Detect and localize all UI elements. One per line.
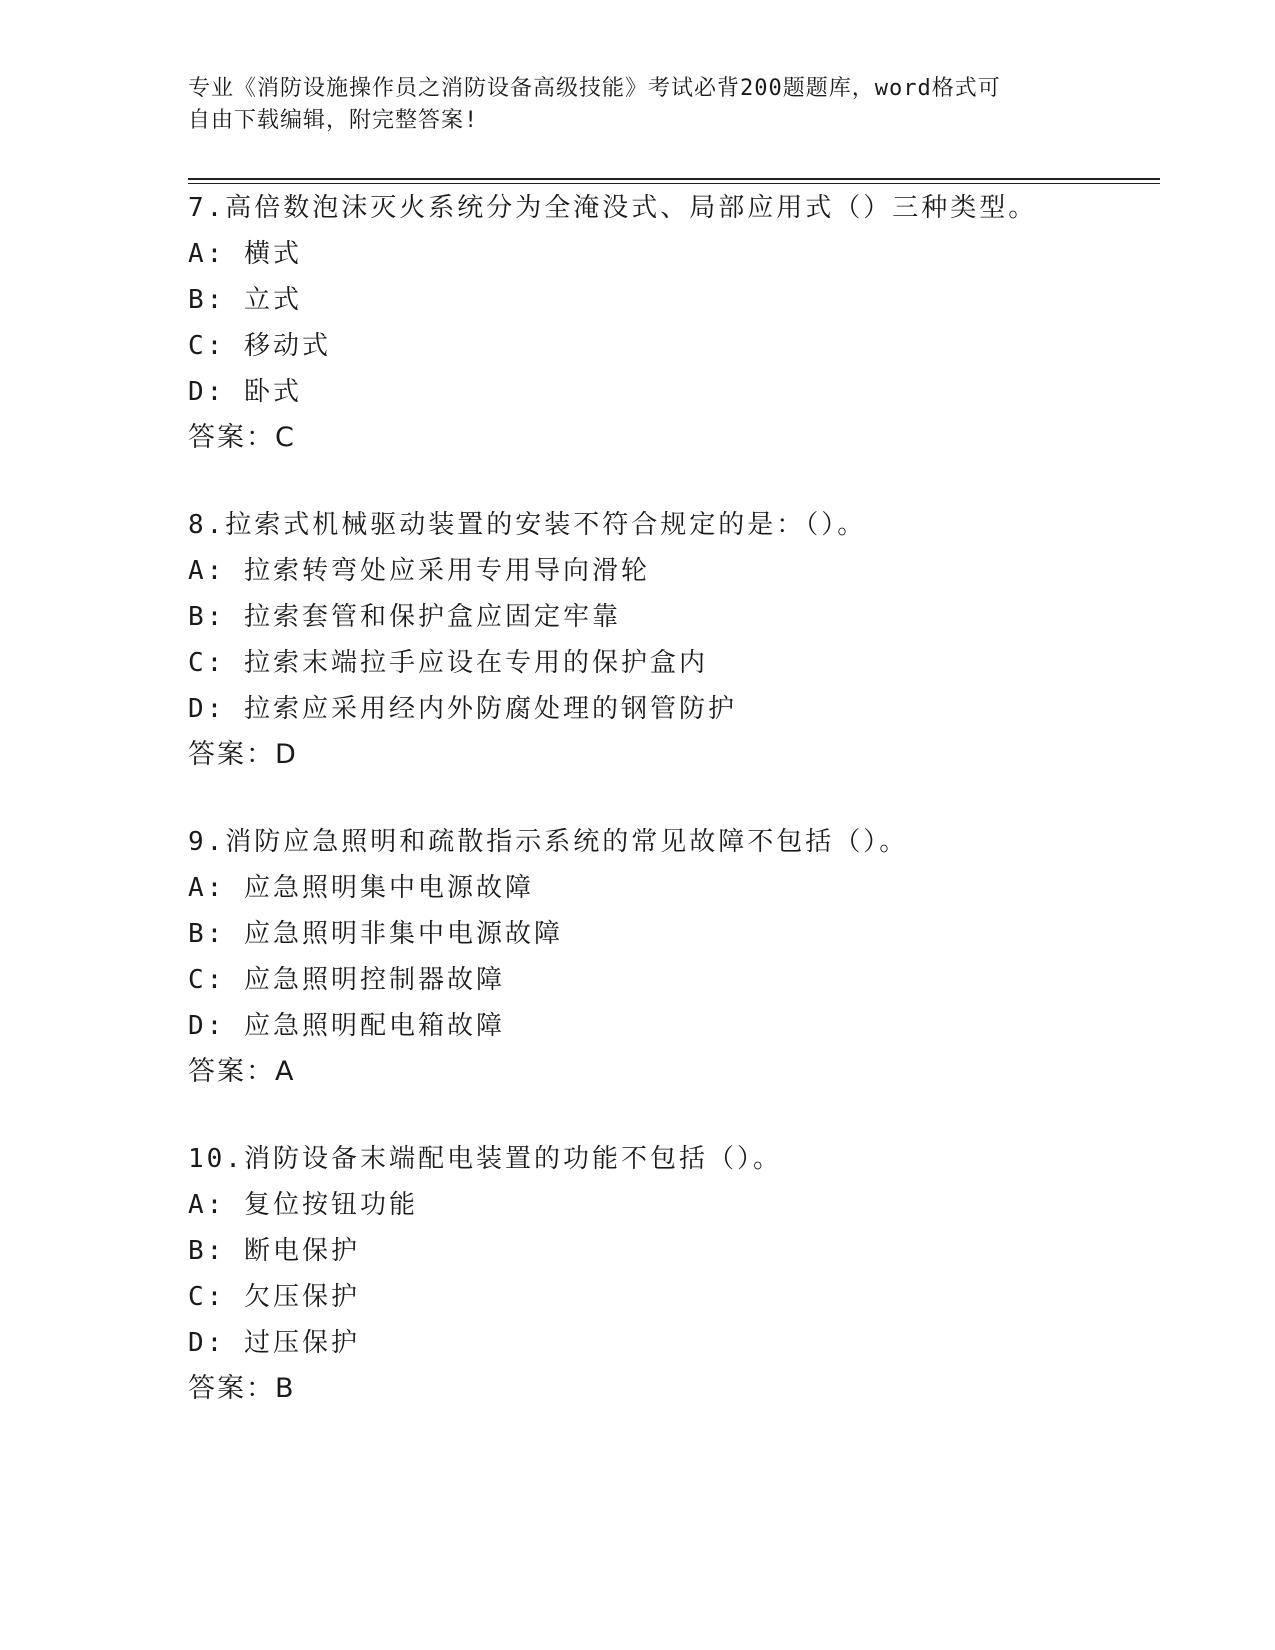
option-c: C: 欠压保护 [188,1282,360,1312]
option-a: A: 拉索转弯处应采用专用导向滑轮 [188,556,650,586]
option-d: D: 卧式 [188,377,302,407]
document-header [188,73,1088,137]
option-d: D: 过压保护 [188,1328,360,1358]
option-a: A: 横式 [188,239,302,269]
option-b: B: 断电保护 [188,1236,360,1266]
question-8 [188,509,1168,785]
header-divider-thin [188,183,1160,184]
option-a: A: 应急照明集中电源故障 [188,873,534,903]
question-stem: 7.高倍数泡沫灭火系统分为全淹没式、局部应用式（）三种类型。 [188,193,1038,223]
answer: 答案：C [188,422,296,453]
option-a: A: 复位按钮功能 [188,1190,418,1220]
question-stem: 10.消防设备末端配电装置的功能不包括（）。 [188,1144,782,1174]
option-b: B: 应急照明非集中电源故障 [188,919,563,949]
option-c: C: 应急照明控制器故障 [188,965,505,995]
option-d: D: 拉索应采用经内外防腐处理的钢管防护 [188,694,737,724]
answer: 答案：D [188,739,298,770]
option-d: D: 应急照明配电箱故障 [188,1011,505,1041]
question-stem: 8.拉索式机械驱动装置的安装不符合规定的是：（）。 [188,510,867,540]
question-7 [188,192,1168,468]
question-10 [188,1143,1168,1419]
option-c: C: 拉索末端拉手应设在专用的保护盒内 [188,648,708,678]
header-divider-thick [188,178,1160,180]
option-c: C: 移动式 [188,331,331,361]
answer: 答案：A [188,1056,296,1087]
header-line-2: 自由下载编辑，附完整答案! [188,108,479,133]
question-stem: 9.消防应急照明和疏散指示系统的常见故障不包括（）。 [188,827,909,857]
header-line-1: 专业《消防设施操作员之消防设备高级技能》考试必背200题题库，word格式可 [188,76,1001,101]
option-b: B: 拉索套管和保护盒应固定牢靠 [188,602,621,632]
question-9 [188,826,1168,1102]
answer: 答案：B [188,1373,296,1404]
option-b: B: 立式 [188,285,302,315]
